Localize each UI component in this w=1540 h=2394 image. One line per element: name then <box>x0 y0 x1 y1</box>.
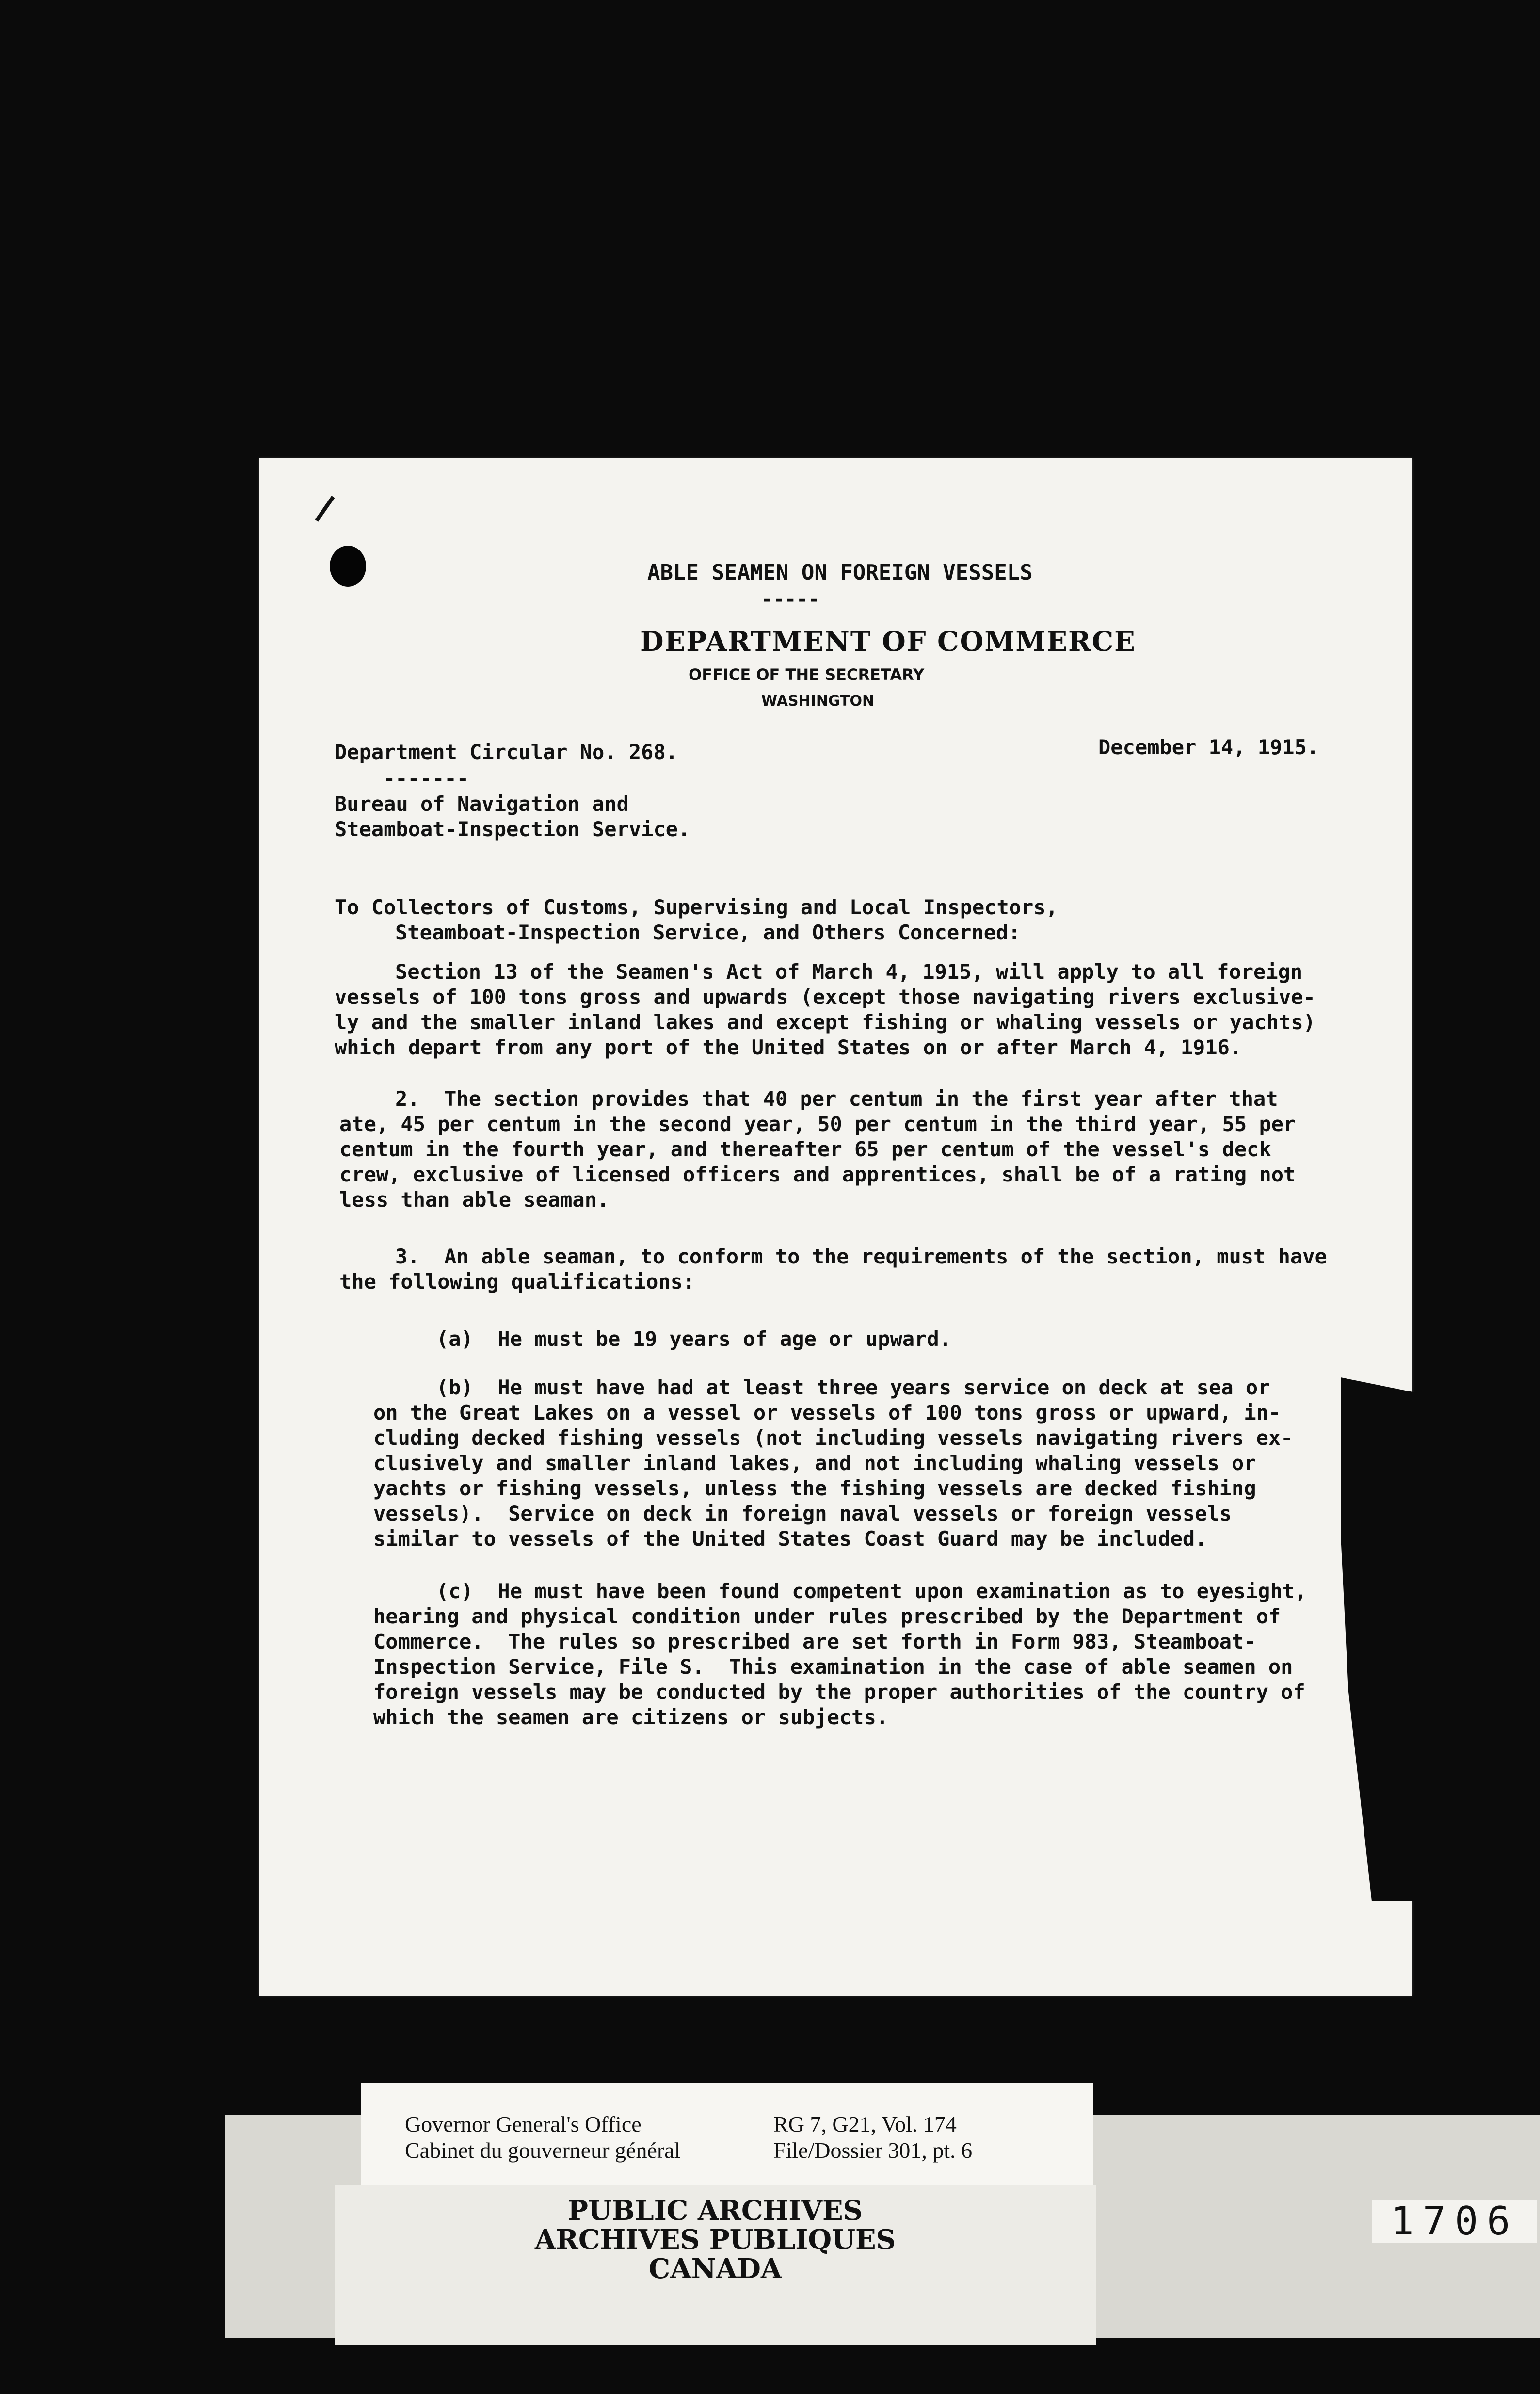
text-line: which the seamen are citizens or subjects. <box>373 1705 889 1729</box>
page-number: 1706 <box>1372 2200 1537 2243</box>
stamp-line-2: ARCHIVES PUBLIQUES <box>534 2224 896 2256</box>
text-line: Section 13 of the Seamen's Act of March 4, 1915, will apply to all foreign <box>395 960 1303 984</box>
qualification-a: (a) He must be 19 years of age or upward. <box>436 1327 952 1351</box>
text-line: yachts or fishing vessels, unless the fishing vessels are decked fishing <box>373 1476 1256 1500</box>
text-line: vessels). Service on deck in foreign naval vessels or foreign vessels <box>373 1502 1232 1525</box>
office-name-en: Governor General's Office <box>405 2112 642 2136</box>
text-line: centum in the fourth year, and thereafter 65 per centum of the vessel's deck <box>339 1137 1271 1161</box>
addressee-line-1: To Collectors of Customs, Supervising and Local Inspectors, <box>335 895 1058 919</box>
text-line: (b) He must have had at least three years service on deck at sea or <box>436 1375 1270 1399</box>
letterhead-office: OFFICE OF THE SECRETARY <box>689 665 925 684</box>
text-line: ly and the smaller inland lakes and except fishing or whaling vessels or yachts) <box>335 1010 1315 1034</box>
text-line: cluding decked fishing vessels (not including vessels navigating rivers ex- <box>373 1426 1293 1450</box>
document-caption: ABLE SEAMEN ON FOREIGN VESSELS <box>647 560 1033 585</box>
bureau-line-2: Steamboat-Inspection Service. <box>335 817 690 841</box>
circular-divider: ------- <box>383 767 469 791</box>
text-line: 3. An able seaman, to conform to the requirements of the section, must have <box>395 1245 1327 1268</box>
addressee-line-2: Steamboat-Inspection Service, and Others Concerned: <box>395 921 1021 944</box>
circular-number: Department Circular No. 268. <box>335 740 678 764</box>
letter-date: December 14, 1915. <box>1098 735 1319 759</box>
text-line: vessels of 100 tons gross and upwards (except those navigating rivers exclusive- <box>335 985 1315 1009</box>
text-line: (c) He must have been found competent upon examination as to eyesight, <box>436 1579 1307 1603</box>
text-line: clusively and smaller inland lakes, and not including whaling vessels or <box>373 1451 1256 1475</box>
text-line: Commerce. The rules so prescribed are set forth in Form 983, Steamboat- <box>373 1630 1256 1653</box>
text-line: on the Great Lakes on a vessel or vessels of 100 tons gross or upward, in- <box>373 1401 1281 1424</box>
archive-label <box>361 2083 1093 2187</box>
caption-divider: ----- <box>761 588 820 611</box>
letterhead-department: DEPARTMENT OF COMMERCE <box>640 626 1136 658</box>
file-reference: File/Dossier 301, pt. 6 <box>773 2138 973 2163</box>
bureau-line-1: Bureau of Navigation and <box>335 792 629 816</box>
stamp-line-3: CANADA <box>648 2253 782 2285</box>
record-group: RG 7, G21, Vol. 174 <box>773 2112 957 2136</box>
office-name-fr: Cabinet du gouverneur général <box>405 2138 681 2163</box>
punch-hole <box>330 546 366 587</box>
text-line: the following qualifications: <box>339 1270 695 1294</box>
text-line: hearing and physical condition under rules prescribed by the Department of <box>373 1604 1281 1628</box>
text-line: Inspection Service, File S. This examination in the case of able seamen on <box>373 1655 1293 1679</box>
text-line: less than able seaman. <box>339 1188 610 1212</box>
archive-stamp-panel <box>335 2185 1096 2345</box>
letterhead-city: WASHINGTON <box>761 693 875 710</box>
text-line: 2. The section provides that 40 per centum in the first year after that <box>395 1087 1278 1111</box>
letter-page <box>259 458 1412 1996</box>
stamp-line-1: PUBLIC ARCHIVES <box>567 2195 863 2227</box>
text-line: similar to vessels of the United States Coast Guard may be included. <box>373 1527 1207 1551</box>
text-line: ate, 45 per centum in the second year, 50 per centum in the third year, 55 per <box>339 1112 1296 1136</box>
text-line: foreign vessels may be conducted by the proper authorities of the country of <box>373 1680 1305 1704</box>
text-line: crew, exclusive of licensed officers and apprentices, shall be of a rating not <box>339 1163 1296 1186</box>
text-line: which depart from any port of the United States on or after March 4, 1916. <box>335 1035 1242 1059</box>
